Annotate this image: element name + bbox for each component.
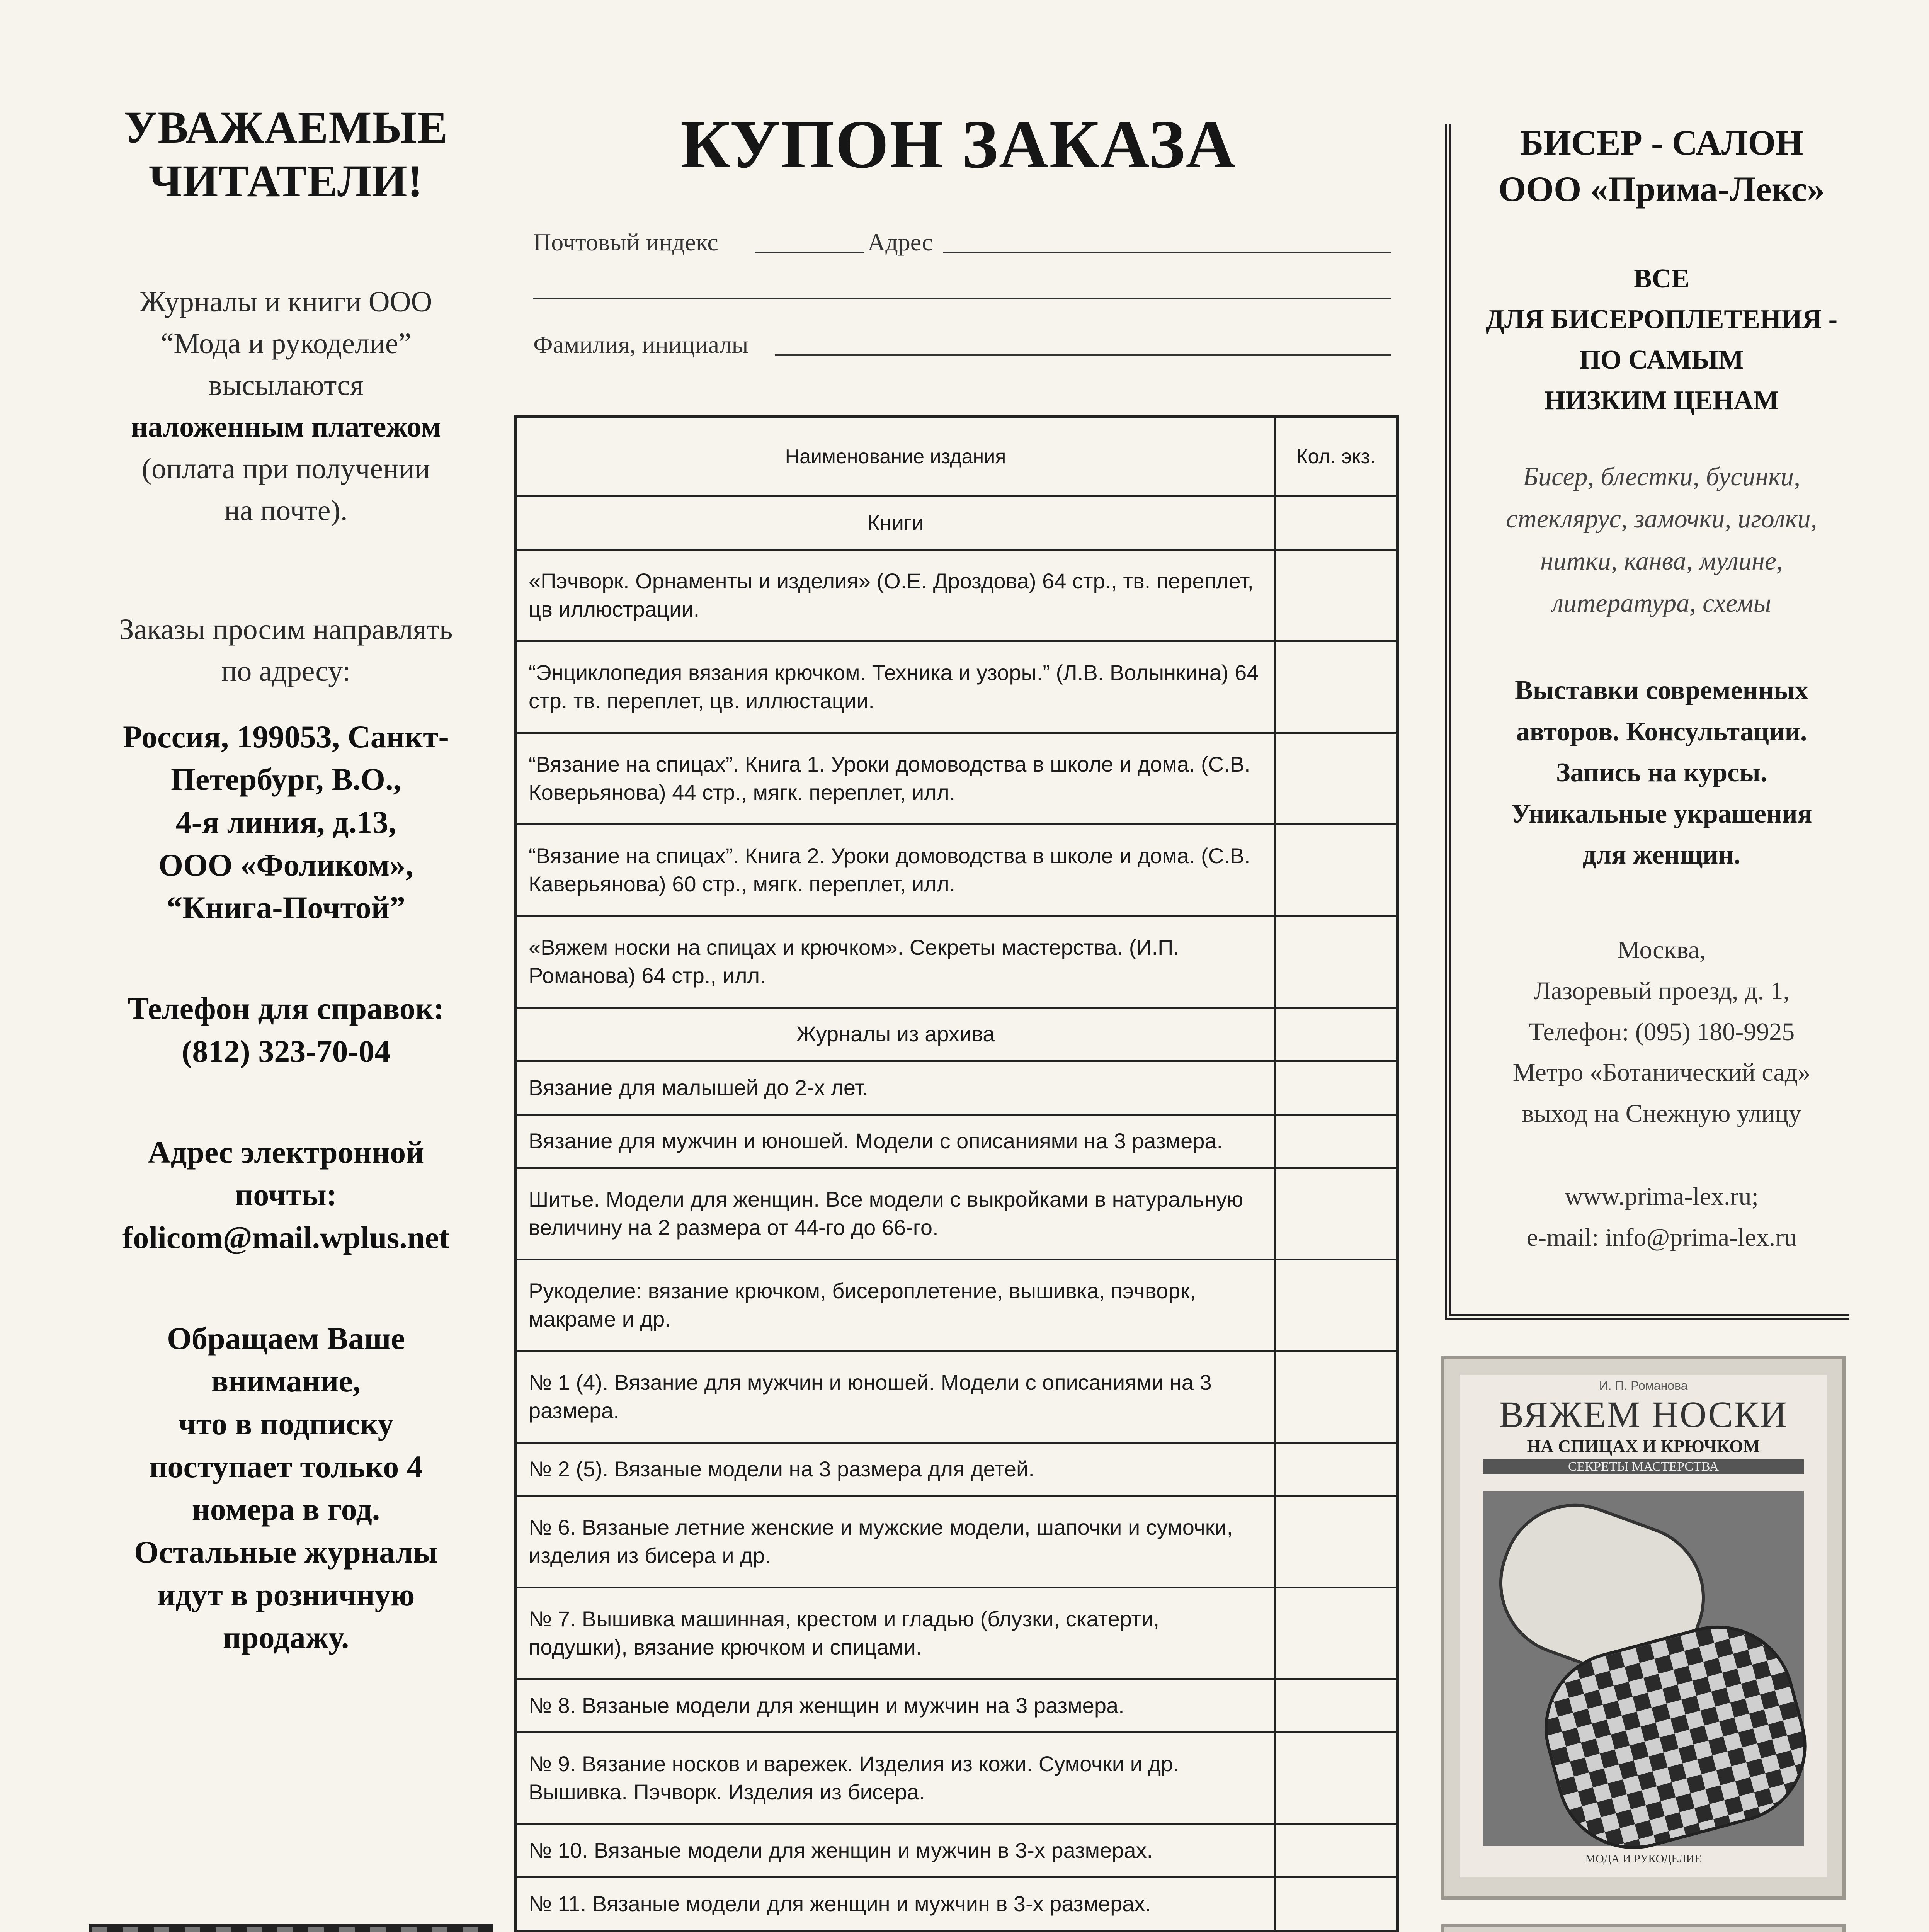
book1-series: СЕКРЕТЫ МАСТЕРСТВА [1483, 1459, 1804, 1474]
quantity-cell [1275, 497, 1398, 550]
table-row [515, 1168, 1397, 1259]
email-info: Адрес электронной почты: folicom@mail.wplus.net [70, 1131, 502, 1259]
left-column [70, 100, 502, 1659]
item-title: “Вязание на спицах”. Книга 2. Уроки домоводства в школе и дома. (С.В. Каверьянова) 60 стр., мягк. переплет, илл. [515, 825, 1275, 916]
section-title: Журналы из архива [515, 1008, 1275, 1061]
table-row [515, 733, 1397, 825]
salon-contacts: Москва, Лазоревый проезд, д. 1, Телефон: (095) 180-9925 Метро «Ботанический сад» выход на Снежную улицу [1512, 936, 1811, 1128]
column-header-title: Наименование издания [515, 417, 1275, 497]
coupon-title: КУПОН ЗАКАЗА [680, 106, 1237, 182]
item-title: № 10. Вязаные модели для женщин и мужчин в 3-х размерах. [515, 1824, 1275, 1878]
item-title: № 8. Вязаные модели для женщин и мужчин на 3 размера. [515, 1679, 1275, 1732]
section-row [515, 497, 1397, 550]
table-row [515, 1442, 1397, 1496]
address-field-line2[interactable] [533, 298, 1391, 299]
item-title: “Вязание на спицах”. Книга 1. Уроки домоводства в школе и дома. (С.В. Коверьянова) 44 стр., мягк. переплет, илл. [515, 733, 1275, 825]
column-header-qty: Кол. экз. [1275, 417, 1398, 497]
orders-text: Заказы просим направлять по адресу: [119, 613, 453, 687]
postal-index-field[interactable] [755, 252, 864, 253]
item-title: Вязание для малышей до 2-х лет. [515, 1061, 1275, 1114]
item-title: «Вяжем носки на спицах и крючком». Секреты мастерства. (И.П. Романова) 64 стр., илл. [515, 916, 1275, 1008]
salon-heading: БИСЕР - САЛОН ООО «Прима-Лекс» [1498, 123, 1825, 209]
quantity-cell[interactable] [1275, 1878, 1398, 1931]
item-title: № 11. Вязаные модели для женщин и мужчин в 3-х размерах. [515, 1878, 1275, 1931]
quantity-cell[interactable] [1275, 641, 1398, 733]
item-title: «Пэчворк. Орнаменты и изделия» (О.Е. Дроздова) 64 стр., тв. переплет, цв иллюстрации. [515, 550, 1275, 641]
item-title: № 2 (5). Вязаные модели на 3 размера для детей. [515, 1442, 1275, 1496]
pattern-band [92, 1927, 490, 1932]
item-title: № 7. Вышивка машинная, крестом и гладью (блузки, скатерти, подушки), вязание крючком и спицами. [515, 1587, 1275, 1679]
book1-title: ВЯЖЕМ НОСКИ [1499, 1394, 1788, 1435]
quantity-cell[interactable] [1275, 1259, 1398, 1351]
table-row [515, 1587, 1397, 1679]
table-row [515, 1061, 1397, 1114]
order-table [514, 415, 1399, 1932]
patchwork-book-cover [89, 1924, 493, 1932]
item-title: Вязание для мужчин и юношей. Модели с описаниями на 3 размера. [515, 1114, 1275, 1168]
quantity-cell[interactable] [1275, 1442, 1398, 1496]
salon-goods: Бисер, блестки, бусинки, стеклярус, замочки, иголки, нитки, канва, мулине, литература, схемы [1506, 462, 1817, 617]
order-table-body [515, 497, 1397, 1932]
surname-label: Фамилия, инициалы [533, 331, 748, 358]
quantity-cell[interactable] [1275, 916, 1398, 1008]
table-row [515, 1351, 1397, 1442]
table-row [515, 1679, 1397, 1732]
quantity-cell[interactable] [1275, 1824, 1398, 1878]
quantity-cell[interactable] [1275, 550, 1398, 641]
section-title: Книги [515, 497, 1275, 550]
quantity-cell[interactable] [1275, 1587, 1398, 1679]
salon-website-link[interactable]: www.prima-lex.ru; [1565, 1182, 1759, 1211]
phone-info: Телефон для справок: (812) 323-70-04 [128, 991, 444, 1069]
table-row [515, 825, 1397, 916]
quantity-cell[interactable] [1275, 1351, 1398, 1442]
table-row [515, 1114, 1397, 1168]
quantity-cell[interactable] [1275, 1168, 1398, 1259]
item-title: “Энциклопедия вязания крючком. Техника и узоры.” (Л.В. Волынкина) 64 стр. тв. переплет, цв. иллюстации. [515, 641, 1275, 733]
subscription-notice: Обращаем Ваше внимание, что в подписку поступает только 4 номера в год. Остальные журналы идут в розничную продажу. [134, 1320, 438, 1655]
postal-index-label: Почтовый индекс [533, 228, 718, 256]
book1-subtitle: НА СПИЦАХ И КРЮЧКОМ [1527, 1436, 1760, 1456]
email-link[interactable]: folicom@mail.wplus.net [122, 1219, 450, 1255]
item-title: Шитье. Модели для женщин. Все модели с выкройками в натуральную величину на 2 размера от 44-го до 66-го. [515, 1168, 1275, 1259]
address-field[interactable] [943, 252, 1391, 253]
table-row [515, 916, 1397, 1008]
quantity-cell[interactable] [1275, 825, 1398, 916]
surname-field[interactable] [775, 354, 1391, 356]
quantity-cell[interactable] [1275, 1061, 1398, 1114]
book1-publisher: МОДА И РУКОДЕЛИЕ [1585, 1852, 1702, 1865]
quantity-cell[interactable] [1275, 1496, 1398, 1587]
quantity-cell[interactable] [1275, 1114, 1398, 1168]
table-row [515, 641, 1397, 733]
bead-salon-ad [1468, 120, 1855, 1258]
quantity-cell [1275, 1008, 1398, 1061]
table-row [515, 1824, 1397, 1878]
item-title: Рукоделие: вязание крючком, бисероплетение, вышивка, пэчворк, макраме и др. [515, 1259, 1275, 1351]
address-label: Адрес [868, 228, 933, 256]
table-row [515, 1733, 1397, 1824]
salon-web [1468, 1176, 1855, 1258]
item-title: № 1 (4). Вязание для мужчин и юношей. Модели с описаниями на 3 размера. [515, 1351, 1275, 1442]
readers-heading: УВАЖАЕМЫЕ ЧИТАТЕЛИ! [124, 102, 448, 207]
quantity-cell[interactable] [1275, 733, 1398, 825]
postal-address: Россия, 199053, Санкт- Петербург, В.О., 4-я линия, д.13, ООО «Фоликом», “Книга-Почтой” [123, 719, 449, 925]
socks-illustration [1483, 1491, 1804, 1846]
item-title: № 6. Вязаные летние женские и мужские модели, шапочки и сумочки, изделия из бисера и др. [515, 1496, 1275, 1587]
book1-author: И. П. Романова [1599, 1379, 1688, 1393]
quantity-cell[interactable] [1275, 1679, 1398, 1732]
item-title: № 9. Вязание носков и варежек. Изделия из кожи. Сумочки и др. Вышивка. Пэчворк. Изделия из бисера. [515, 1733, 1275, 1824]
quantity-cell[interactable] [1275, 1733, 1398, 1824]
table-row [515, 1259, 1397, 1351]
table-row [515, 1496, 1397, 1587]
socks-book-cover [1441, 1356, 1846, 1900]
crochet-book-cover [1441, 1924, 1846, 1932]
intro-text: Журналы и книги ООО “Мода и рукоделие” высылаются наложенным платежом (оплата при получении на почте). [131, 286, 441, 527]
section-row [515, 1008, 1397, 1061]
table-row [515, 550, 1397, 641]
salon-services: Выставки современных авторов. Консультации. Запись на курсы. Уникальные украшения для женщин. [1511, 675, 1812, 870]
salon-email-link[interactable]: e-mail: info@prima-lex.ru [1526, 1223, 1797, 1252]
table-row [515, 1878, 1397, 1931]
salon-tagline: ВСЕ ДЛЯ БИСЕРОПЛЕТЕНИЯ - ПО САМЫМ НИЗКИМ ЦЕНАМ [1485, 264, 1838, 416]
